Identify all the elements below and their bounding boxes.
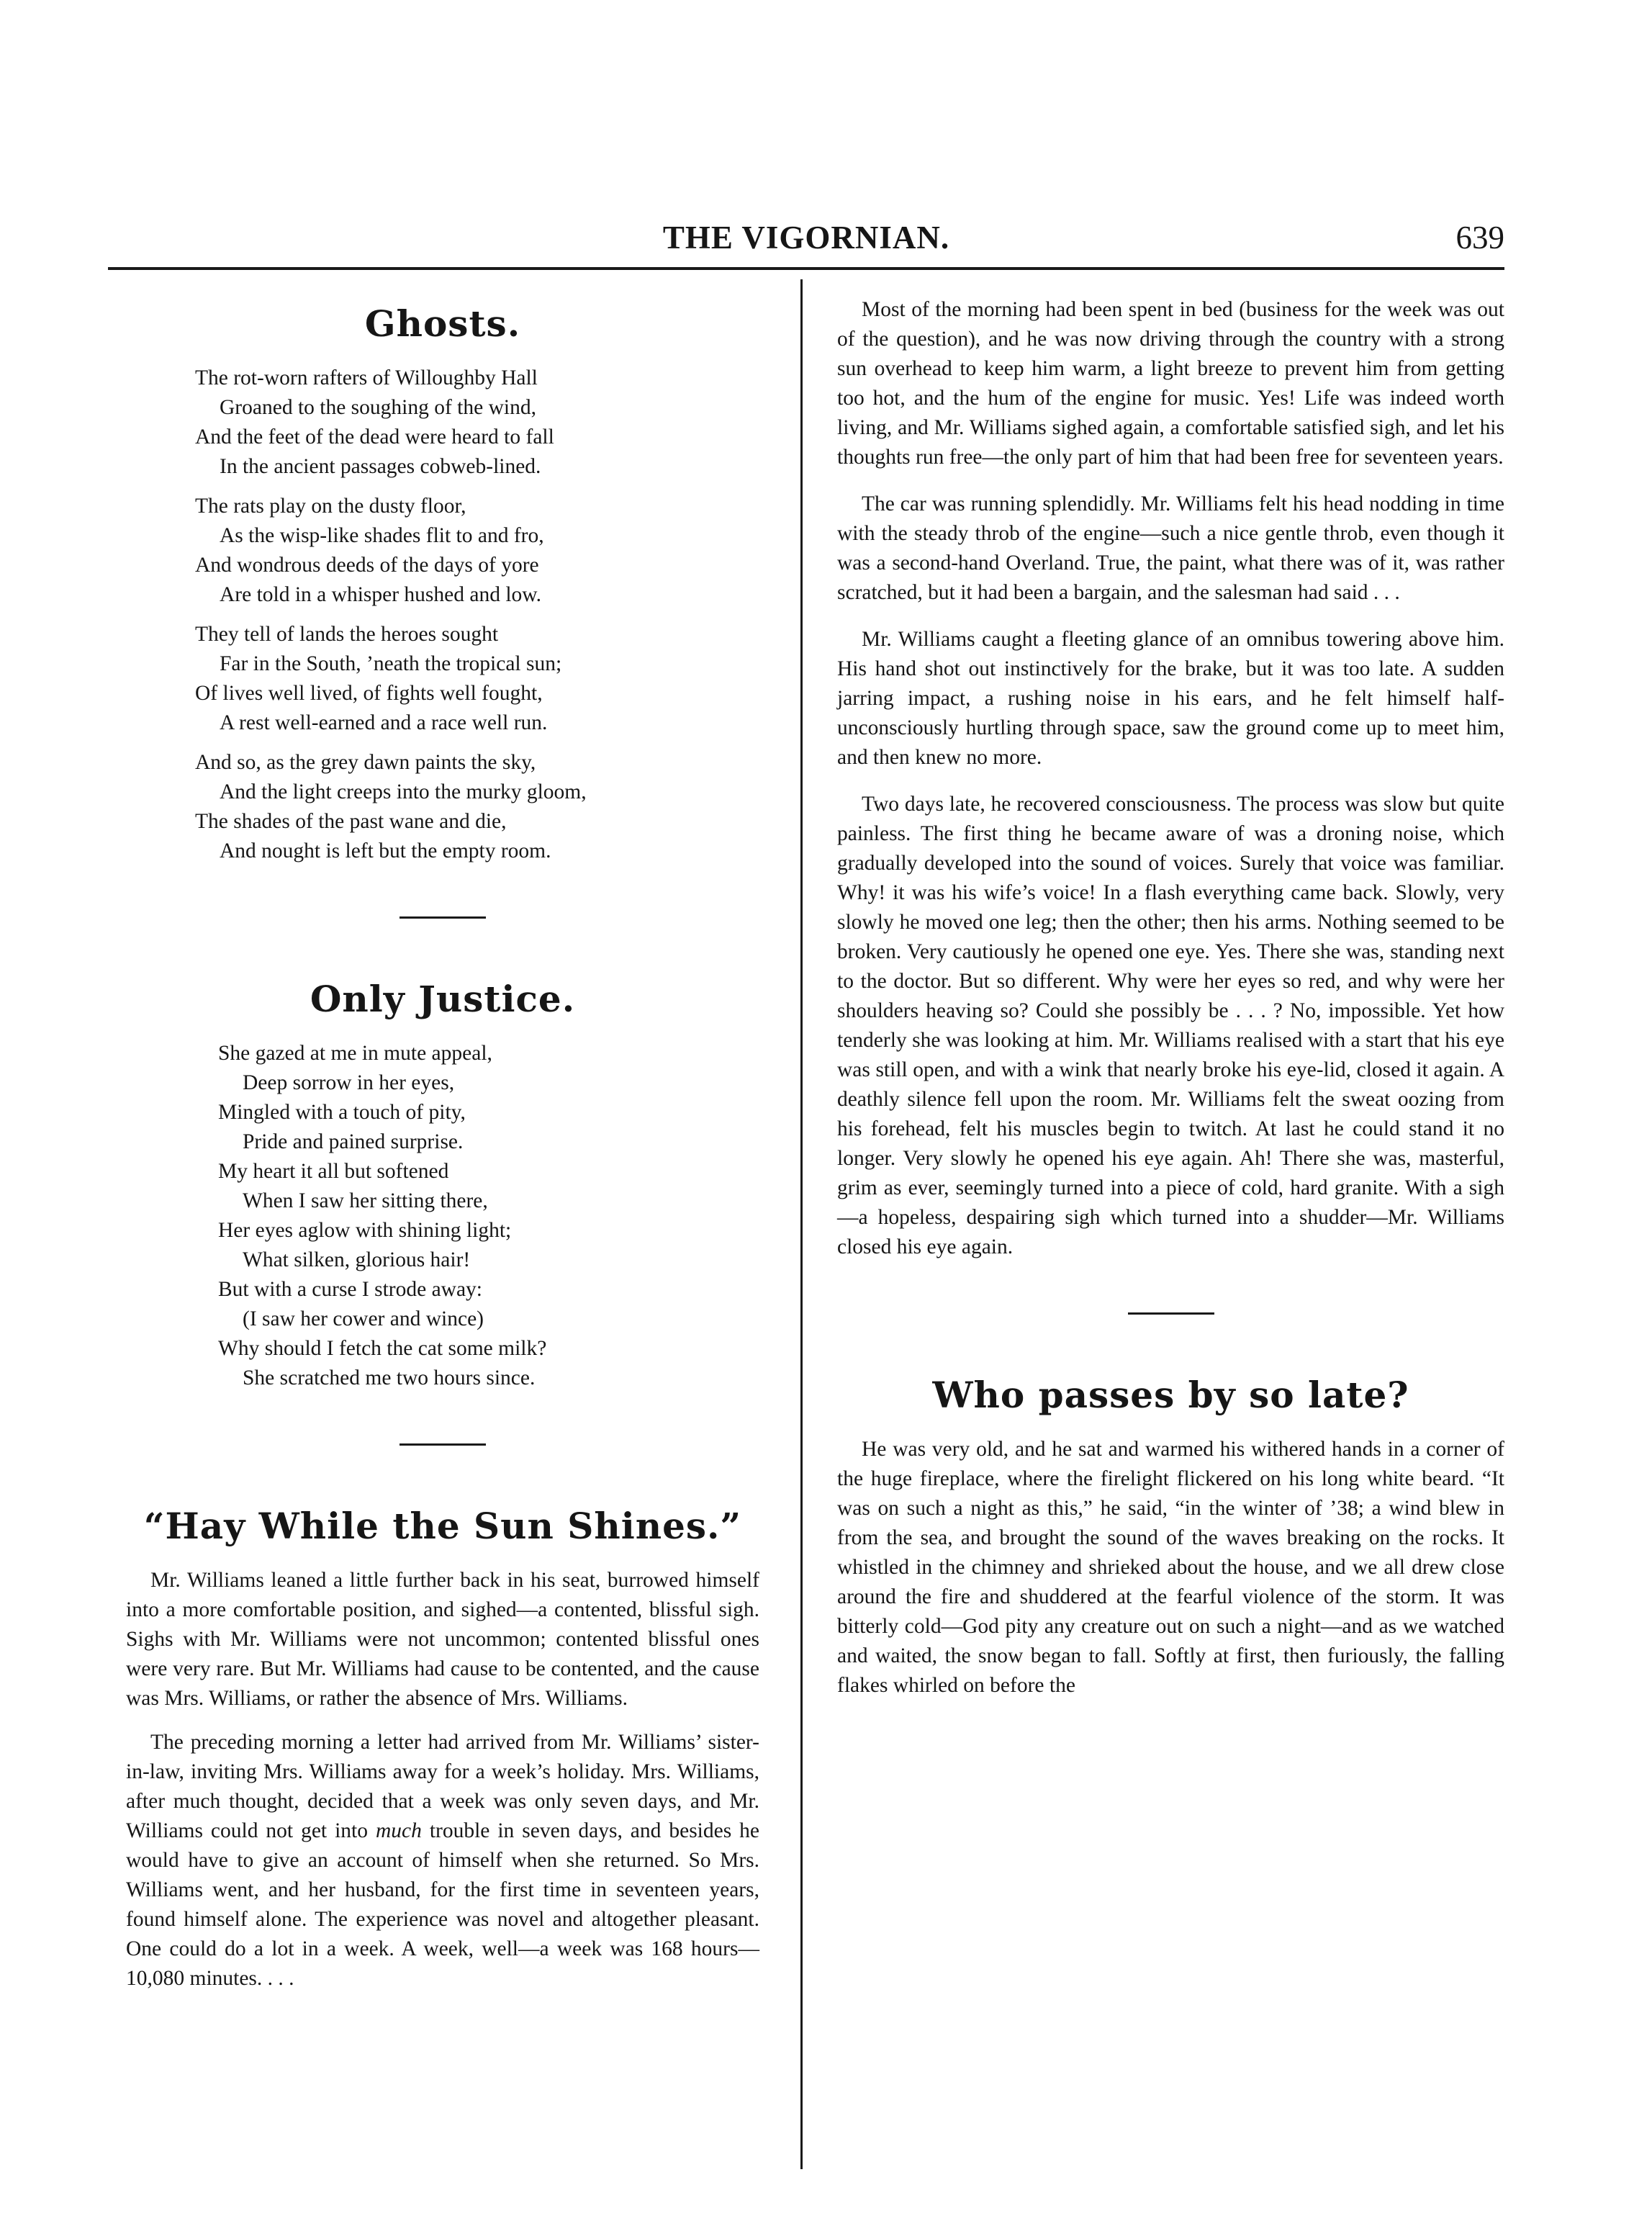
poem-line: Of lives well lived, of fights well fought, [195, 682, 543, 705]
poem-line: She gazed at me in mute appeal, [218, 1042, 492, 1065]
ghosts-poem [195, 364, 759, 866]
poem-line: Why should I fetch the cat some milk? [218, 1337, 547, 1360]
poem-line: The rats play on the dusty floor, [195, 495, 466, 518]
poem-line: But with a curse I strode away: [218, 1278, 483, 1301]
section-separator [1128, 1312, 1214, 1315]
poem-line: When I saw her sitting there, [243, 1189, 488, 1212]
poem-line: Pride and pained surprise. [243, 1130, 464, 1153]
poem-line: A rest well-earned and a race well run. [220, 711, 548, 734]
poem-line: And nought is left but the empty room. [220, 839, 551, 862]
section-separator [400, 916, 486, 919]
stanza [195, 364, 759, 482]
poem-line: They tell of lands the heroes sought [195, 623, 499, 646]
poem-line: Deep sorrow in her eyes, [243, 1071, 455, 1094]
paragraph: Mr. Williams caught a fleeting glance of an omnibus towering above him. His hand shot out instinctively for the brake, but it was too late. A sudden jarring impact, a rushing noise in his ears, and he felt himself half-unconsciously hurtling through space, saw the ground come up to meet him, and then knew no more. [837, 628, 1504, 769]
hay-story-part1 [126, 1566, 759, 1994]
poem-line: Are told in a whisper hushed and low. [220, 583, 542, 606]
poem-line: Far in the South, ’neath the tropical sun; [220, 652, 562, 675]
poem-line: As the wisp-like shades flit to and fro, [220, 524, 544, 547]
poem-line: In the ancient passages cobweb-lined. [220, 455, 541, 478]
section-separator [400, 1443, 486, 1446]
poem-line: And the feet of the dead were heard to fall [195, 425, 554, 449]
poem-line: Her eyes aglow with shining light; [218, 1219, 512, 1242]
paragraph: He was very old, and he sat and warmed his withered hands in a corner of the huge fireplace, where the firelight flickered on his long white beard. “It was on such a night as this,” he said, “in the winter of ’38; a wind blew in from the sea, and brought the sound of the waves breaking on the rocks. It whistled in the chimney and shrieked about the house, and we all drew close around the fire and shuddered at the fearful violence of the storm. It was bitterly cold—God pity any creature out on such a night—and as we watched and waited, the snow began to fall. Softly at first, then furiously, the falling flakes whirled on before the [837, 1438, 1504, 1697]
who-passes-title: Who passes by so late? [932, 1374, 1409, 1416]
only-justice-title: Only Justice. [310, 978, 576, 1020]
poem-line: Groaned to the soughing of the wind, [220, 396, 536, 419]
only-justice-poem [218, 1039, 759, 1393]
poem-line: She scratched me two hours since. [243, 1366, 536, 1389]
stanza [195, 492, 759, 610]
poem-line: Mingled with a touch of pity, [218, 1101, 466, 1124]
poem-line: The rot-worn rafters of Willoughby Hall [195, 366, 538, 389]
paragraph: Most of the morning had been spent in bed (business for the week was out of the question), and he was now driving through the country with a strong sun overhead to keep him warm, a light breeze to prevent him from getting too hot, and the hum of the engine for music. Yes! Life was indeed worth living, and Mr. Williams sighed again, a comfortable satisfied sigh, and let his thoughts run free—the only part of him that had been free for seventeen years. [837, 298, 1504, 469]
emphasis: much [375, 1819, 422, 1842]
stanza [195, 748, 759, 866]
poem-line: And so, as the grey dawn paints the sky, [195, 751, 536, 774]
page-number: 639 [1455, 220, 1504, 256]
left-column [126, 302, 759, 2008]
ghosts-title: Ghosts. [364, 302, 521, 345]
who-passes-story [837, 1435, 1504, 1700]
poem-line: What silken, glorious hair! [243, 1248, 471, 1271]
paragraph: The car was running splendidly. Mr. Williams felt his head nodding in time with the steady throb of the engine—such a nice gentle throb, even though it was a second-hand Overland. True, the paint, what there was of it, was rather scratched, but it had been a bargain, and the salesman had said . . . [837, 492, 1504, 604]
poem-line: And the light creeps into the murky gloom, [220, 780, 587, 803]
stanza [195, 620, 759, 738]
hay-story-part2 [837, 295, 1504, 1262]
right-column [837, 295, 1504, 1718]
column-divider [800, 279, 803, 2169]
paragraph: Two days late, he recovered consciousness. The process was slow but quite painless. The first thing he became aware of was a droning noise, which gradually developed into the sound of voices. Surely that voice was familiar. Why! it was his wife’s voice! In a flash everything came back. Slowly, very slowly he moved one leg; then the other; then his arms. Nothing seemed to be broken. Very cautiously he opened one eye. Yes. There she was, standing next to the doctor. But so different. Why were her eyes so red, and why were her shoulders heaving so? Could she possibly be . . . ? No, impossible. Yet how tenderly she was looking at him. Mr. Williams realised with a start that his eye was still open, and with a wink that nearly broke his eye-lid, closed it again. A deathly silence fell upon the room. Mr. Williams felt the sweat oozing from his forehead, felt his muscles begin to twitch. At last he could stand it no longer. Very slowly he opened his eye again. Ah! There she was, masterful, grim as ever, seemingly turned into a piece of cold, hard granite. With a sigh—a hopeless, despairing sigh which turned into a shudder—Mr. Williams closed his eye again. [837, 793, 1504, 1258]
poem-line: And wondrous deeds of the days of yore [195, 554, 539, 577]
paragraph: The preceding morning a letter had arrived from Mr. Williams’ sister-in-law, inviting Mrs. Williams away for a week’s holiday. Mrs. Williams, after much thought, decided that a week was only seven days, and Mr. Williams could not get into much trouble in seven days, and besides he would have to give an account of himself when she returned. So Mrs. Williams went, and her husband, for the first time in seventeen years, found himself alone. The experience was novel and altogether pleasant. One could do a lot in a week. A week, well—a week was 168 hours—10,080 minutes. . . . [126, 1731, 759, 1990]
header-rule [108, 267, 1504, 270]
hay-title: “Hay While the Sun Shines.” [143, 1505, 742, 1547]
page-header [108, 209, 1504, 266]
poem-line: My heart it all but softened [218, 1160, 449, 1183]
poem-line: The shades of the past wane and die, [195, 810, 507, 833]
journal-title: THE VIGORNIAN. [662, 220, 950, 256]
poem-line: (I saw her cower and wince) [243, 1307, 484, 1330]
paragraph: Mr. Williams leaned a little further back in his seat, burrowed himself into a more comfortable position, and sighed—a contented, blissful sigh. Sighs with Mr. Williams were not uncommon; contented blissful ones were very rare. But Mr. Williams had cause to be contented, and the cause was Mrs. Williams, or rather the absence of Mrs. Williams. [126, 1569, 759, 1710]
